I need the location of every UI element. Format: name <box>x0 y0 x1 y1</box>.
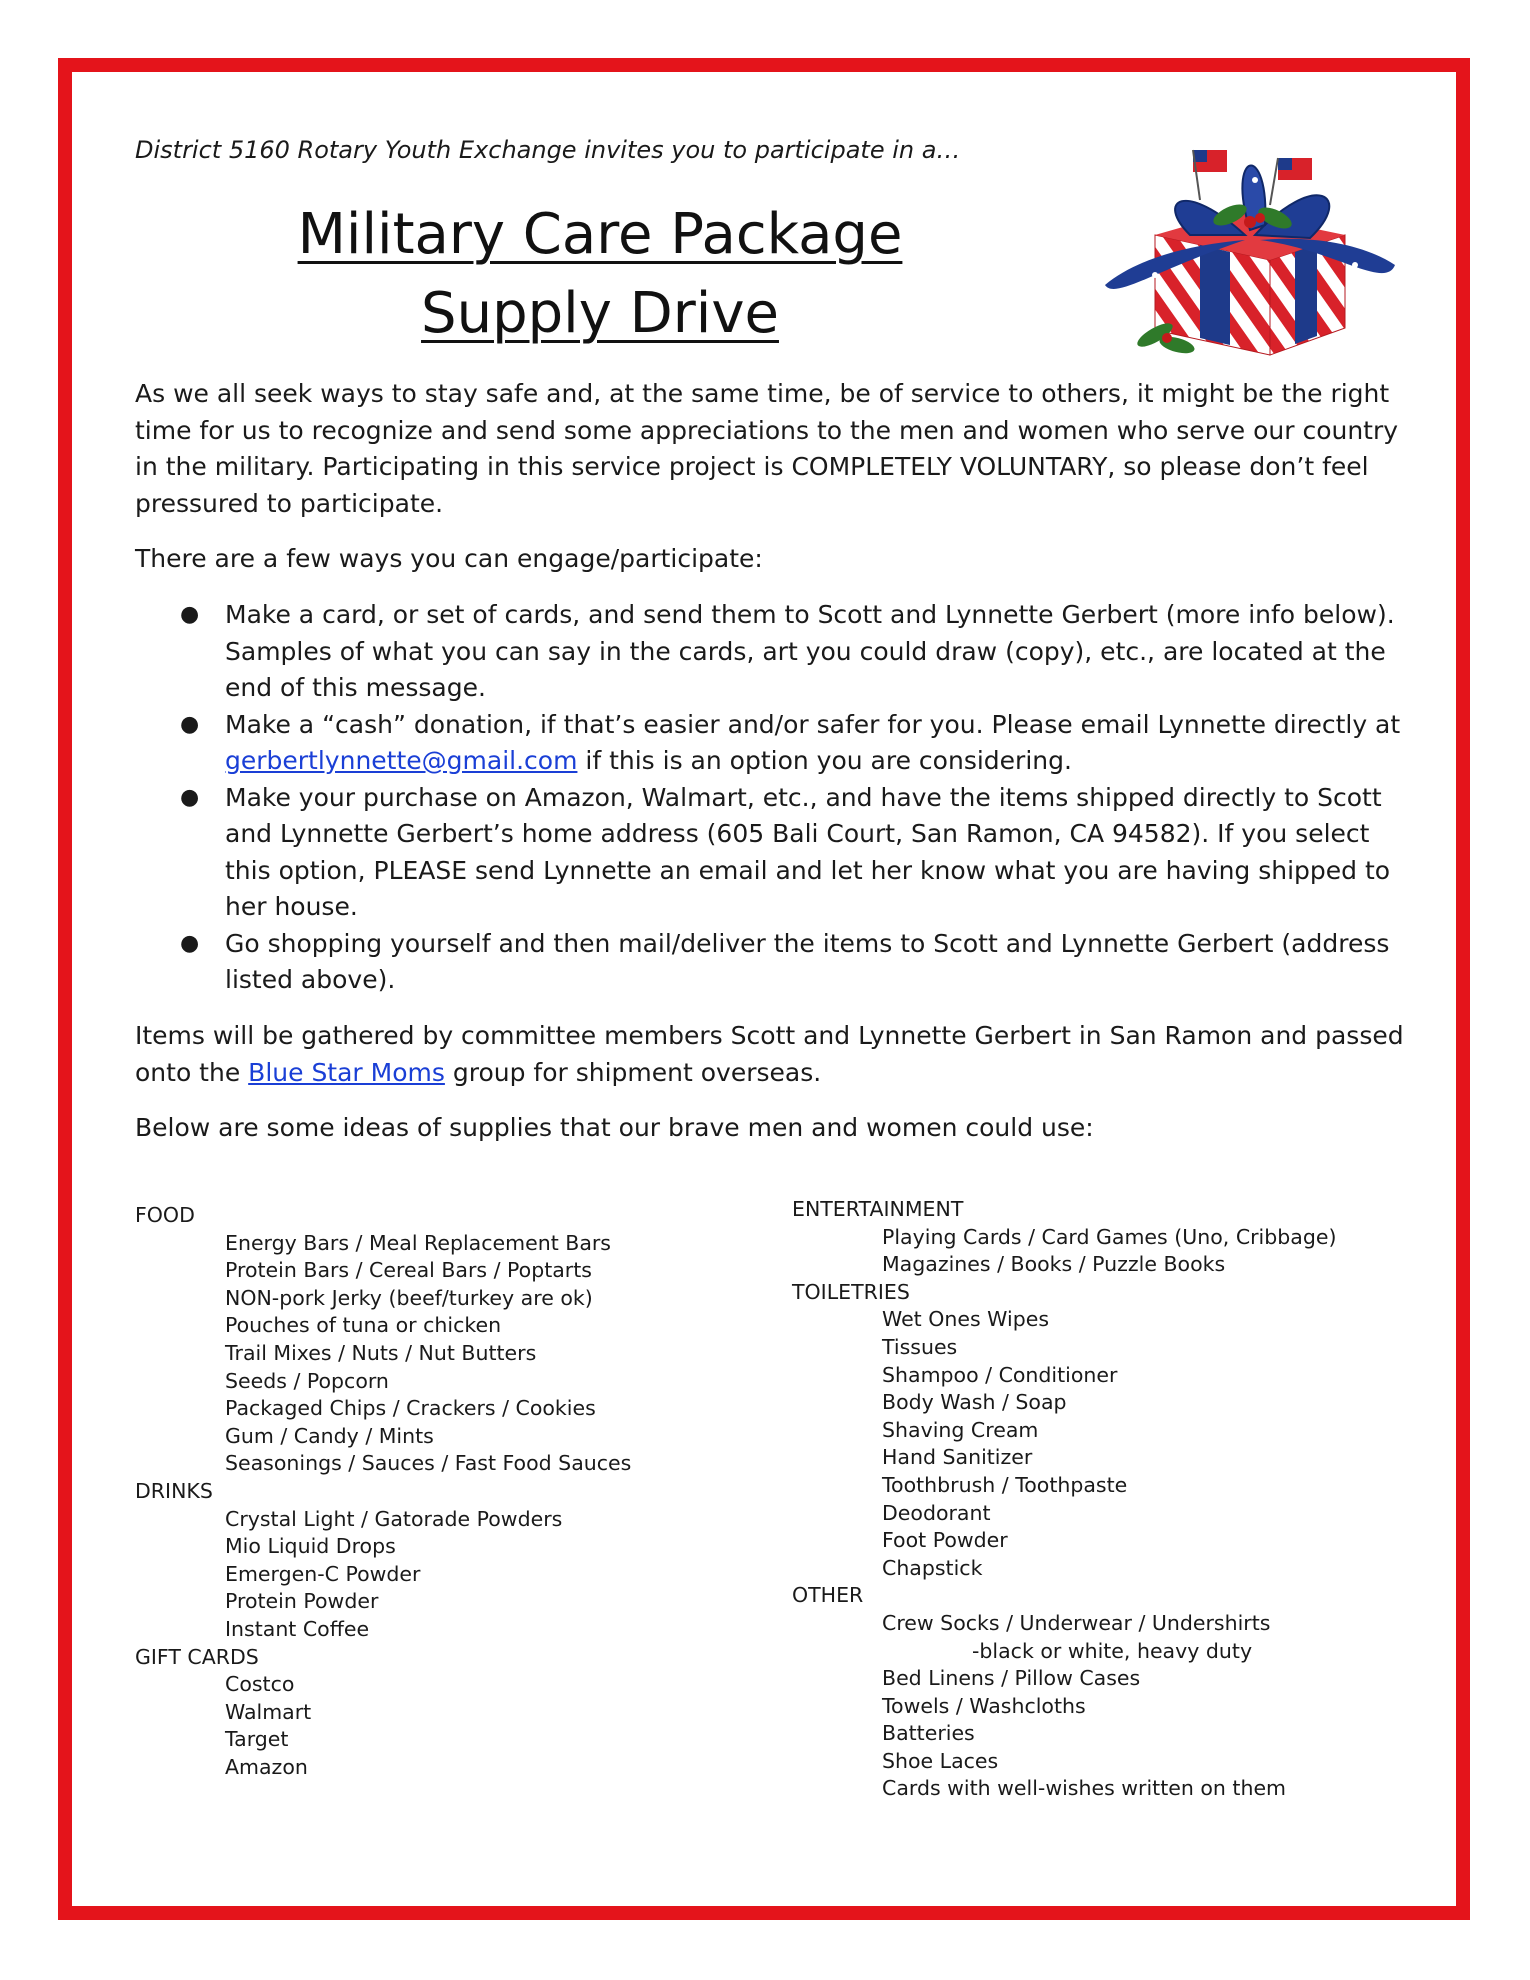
title-line-2: Supply Drive <box>421 281 779 346</box>
list-item: Shampoo / Conditioner <box>882 1362 1118 1387</box>
category-gift-cards: GIFT CARDS <box>135 1644 259 1669</box>
list-item: Seasonings / Sauces / Fast Food Sauces <box>225 1451 632 1476</box>
list-item: Costco <box>225 1672 295 1697</box>
list-item: Chapstick <box>882 1555 983 1580</box>
bullet-icon: ● <box>180 930 200 956</box>
list-item <box>135 780 1405 926</box>
list-item: Towels / Washcloths <box>882 1693 1086 1718</box>
list-item: Magazines / Books / Puzzle Books <box>882 1252 1226 1277</box>
list-item: Playing Cards / Card Games (Uno, Cribbage) <box>882 1224 1337 1249</box>
list-item: NON-pork Jerky (beef/turkey are ok) <box>225 1285 593 1310</box>
bullet-text: Make a “cash” donation, if that’s easier and/or safer for you. Please email Lynnette directly at <box>225 709 1401 739</box>
list-item: Deodorant <box>882 1500 991 1525</box>
list-item: Batteries <box>882 1721 975 1746</box>
supplies-right-column <box>792 1196 1336 1803</box>
bullet-text: if this is an option you are considering. <box>577 746 1072 775</box>
list-item: Shoe Laces <box>882 1748 999 1773</box>
list-item: Protein Powder <box>225 1589 379 1614</box>
intro-paragraph: As we all seek ways to stay safe and, at the same time, be of service to others, it might be the right time for us to recognize and send some appreciations to the men and women who serve our country in the military. Participating in this service project is COMPLETELY VOLUNTARY, so please don’t feel pressured to participate. <box>135 379 1399 518</box>
paragraph-text: Items will be gathered by committee members Scott and Lynnette Gerbert in San Ramon and passed onto the <box>135 1021 1404 1087</box>
email-link[interactable]: gerbertlynnette@gmail.com <box>225 746 578 775</box>
title-line-1: Military Care Package <box>297 202 903 267</box>
list-item: Target <box>225 1727 289 1752</box>
list-item: Emergen-C Powder <box>225 1561 421 1586</box>
bullet-text: Go shopping yourself and then mail/deliver the items to Scott and Lynnette Gerbert (address listed above). <box>225 928 1390 994</box>
list-item: Packaged Chips / Crackers / Cookies <box>225 1396 596 1421</box>
list-item: Hand Sanitizer <box>882 1445 1033 1470</box>
list-item <box>135 597 1405 707</box>
bullet-text: Make your purchase on Amazon, Walmart, etc., and have the items shipped directly to Scott and Lynnette Gerbert’s home address (605 Bali Court, San Ramon, CA 94582). If you select this option, PLEASE send Lynnette an email and let her know what you are having shipped to her house. <box>225 782 1391 921</box>
list-item: Energy Bars / Meal Replacement Bars <box>225 1230 611 1255</box>
list-item: Instant Coffee <box>225 1616 370 1641</box>
list-item: Seeds / Popcorn <box>225 1368 389 1393</box>
list-item <box>135 707 1405 780</box>
list-item: Mio Liquid Drops <box>225 1534 396 1559</box>
bullet-icon: ● <box>180 711 200 737</box>
list-item: Protein Bars / Cereal Bars / Poptarts <box>225 1258 592 1283</box>
list-item: Cards with well-wishes written on them <box>882 1776 1287 1801</box>
category-entertainment: ENTERTAINMENT <box>792 1197 964 1221</box>
bullet-icon: ● <box>180 784 200 810</box>
list-item: Crystal Light / Gatorade Powders <box>225 1506 563 1531</box>
page-title <box>140 195 1060 353</box>
bullet-icon: ● <box>180 602 200 627</box>
list-item: Wet Ones Wipes <box>882 1307 1049 1332</box>
category-food: FOOD <box>135 1203 195 1227</box>
list-item: Foot Powder <box>882 1528 1008 1553</box>
list-item: Bed Linens / Pillow Cases <box>882 1666 1141 1691</box>
participation-list <box>135 597 1405 999</box>
list-item: Crew Socks / Underwear / Undershirts <box>882 1610 1271 1635</box>
intro-line: District 5160 Rotary Youth Exchange invites you to participate in a… <box>135 136 961 164</box>
list-item: Body Wash / Soap <box>882 1390 1067 1415</box>
list-item: Amazon <box>225 1754 308 1779</box>
list-subitem: -black or white, heavy duty <box>972 1638 1253 1663</box>
gathering-paragraph <box>135 1018 1405 1091</box>
list-item: Toothbrush / Toothpaste <box>882 1472 1128 1497</box>
blue-star-moms-link[interactable]: Blue Star Moms <box>248 1057 445 1087</box>
list-item: Shaving Cream <box>882 1417 1039 1442</box>
supplies-left-column <box>135 1202 631 1781</box>
category-toiletries: TOILETRIES <box>792 1279 910 1304</box>
gift-box-image <box>1095 140 1415 365</box>
bullet-text: Make a card, or set of cards, and send them to Scott and Lynnette Gerbert (more info below). Samples of what you can say in the cards, art you could draw (copy), etc., are located at the end of this message. <box>225 600 1395 702</box>
list-item: Pouches of tuna or chicken <box>225 1313 502 1338</box>
supplies-intro: Below are some ideas of supplies that our brave men and women could use: <box>135 1113 1094 1142</box>
list-item: Gum / Candy / Mints <box>225 1423 434 1448</box>
list-item <box>135 926 1405 999</box>
list-item: Walmart <box>225 1699 312 1724</box>
ways-heading: There are a few ways you can engage/participate: <box>135 544 763 573</box>
paragraph-text: group for shipment overseas. <box>444 1057 822 1087</box>
category-drinks: DRINKS <box>135 1478 213 1503</box>
category-other: OTHER <box>792 1583 864 1608</box>
list-item: Trail Mixes / Nuts / Nut Butters <box>225 1340 537 1365</box>
list-item: Tissues <box>882 1334 958 1359</box>
